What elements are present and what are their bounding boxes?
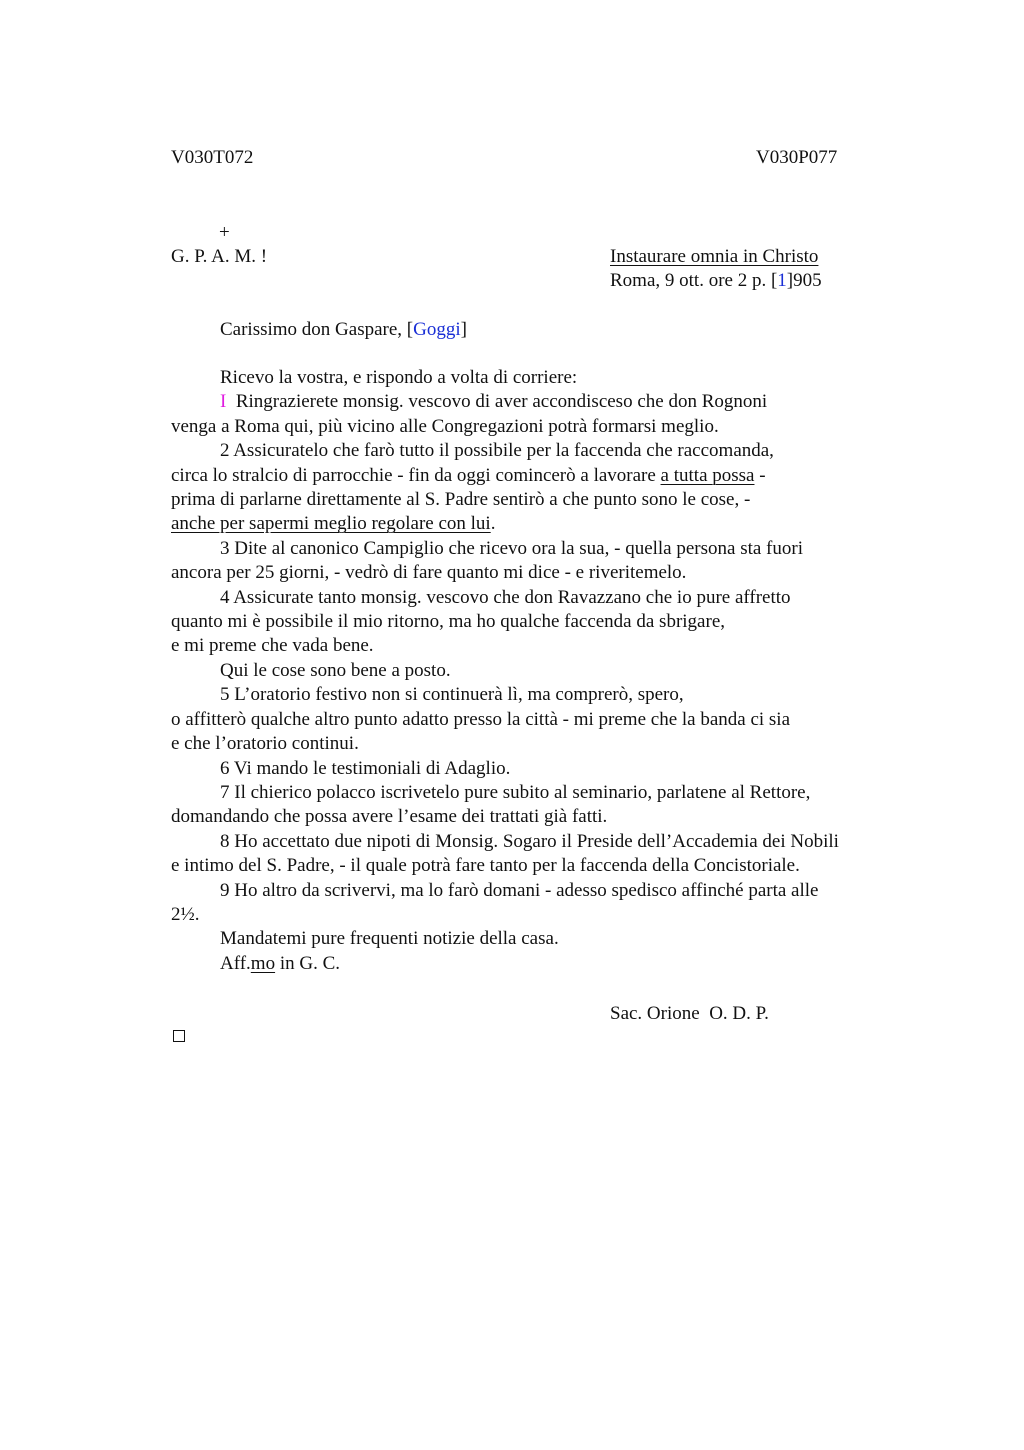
body-line: domandando che possa avere l’esame dei trattati già fatti. [171, 806, 608, 828]
body-line: 3 Dite al canonico Campiglio che ricevo ora la sua, - quella persona sta fuori [220, 537, 803, 559]
body-line: circa lo stralcio di parrocchie - fin da oggi comincerò a lavorare a tutta possa - [171, 464, 766, 486]
greeting-editorial-note: Goggi [413, 319, 461, 340]
body-line: anche per sapermi meglio regolare con lui. [171, 513, 496, 535]
body-line: 5 L’oratorio festivo non si continuerà lì, ma comprerò, spero, [220, 684, 684, 706]
body-line: Aff.mo in G. C. [220, 952, 341, 974]
greeting [220, 318, 467, 342]
body-line: 6 Vi mando le testimoniali di Adaglio. [220, 757, 511, 779]
dateline-prefix: Roma, 9 ott. ore 2 p. [ [610, 270, 778, 291]
body-line: 2½. [171, 903, 200, 925]
dateline [610, 269, 822, 293]
body-line: Qui le cose sono bene a posto. [220, 659, 451, 681]
document-code-left: V030T072 [171, 147, 254, 168]
body-line: Ricevo la vostra, e rispondo a volta di corriere: [220, 367, 578, 388]
body-line: 4 Assicurate tanto monsig. vescovo che don Ravazzano che io pure affretto [220, 586, 791, 608]
body-line: 7 Il chierico polacco iscrivetelo pure subito al seminario, parlatene al Rettore, [220, 781, 811, 803]
body-line: o affitterò qualche altro punto adatto presso la città - mi preme che la banda ci sia [171, 708, 791, 730]
signature: Sac. Orione O. D. P. [610, 1003, 769, 1024]
body-line: I Ringrazierete monsig. vescovo di aver accondisceso che don Rognoni [220, 391, 768, 413]
body-line: e intimo del S. Padre, - il quale potrà fare tanto per la faccenda della Concistoriale. [171, 855, 800, 877]
body-line: e mi preme che vada bene. [171, 635, 374, 657]
item-number-marker: I [220, 391, 227, 413]
body-line: venga a Roma qui, più vicino alle Congregazioni potrà formarsi meglio. [171, 415, 719, 437]
body-line: prima di parlarne direttamente al S. Padre sentirò a che punto sono le cose, - [171, 489, 751, 511]
body-line: e che l’oratorio continui. [171, 733, 359, 755]
greeting-suffix: ] [460, 319, 467, 340]
dateline-editorial-note: 1 [777, 270, 787, 291]
dateline-suffix: ]905 [786, 270, 822, 291]
end-of-document-box-icon [173, 1030, 185, 1042]
motto: Instaurare omnia in Christo [610, 246, 819, 267]
body-line: 8 Ho accettato due nipoti di Monsig. Sogaro il Preside dell’Accademia dei Nobili [220, 830, 839, 852]
document-code-right: V030P077 [756, 147, 838, 168]
body-line: ancora per 25 giorni, - vedrò di fare quanto mi dice - e riveritemelo. [171, 562, 687, 584]
greeting-prefix: Carissimo don Gaspare, [ [220, 319, 414, 340]
letter-body [171, 366, 931, 976]
body-line: Mandatemi pure frequenti notizie della casa. [220, 928, 559, 950]
body-line: 9 Ho altro da scrivervi, ma lo farò domani - adesso spedisco affinché parta alle [220, 879, 819, 901]
salutation-initials: G. P. A. M. ! [171, 246, 268, 267]
body-line: 2 Assicuratelo che farò tutto il possibile per la faccenda che raccomanda, [220, 440, 774, 462]
body-line: quanto mi è possibile il mio ritorno, ma ho qualche faccenda da sbrigare, [171, 611, 725, 633]
cross-symbol: + [219, 222, 230, 243]
